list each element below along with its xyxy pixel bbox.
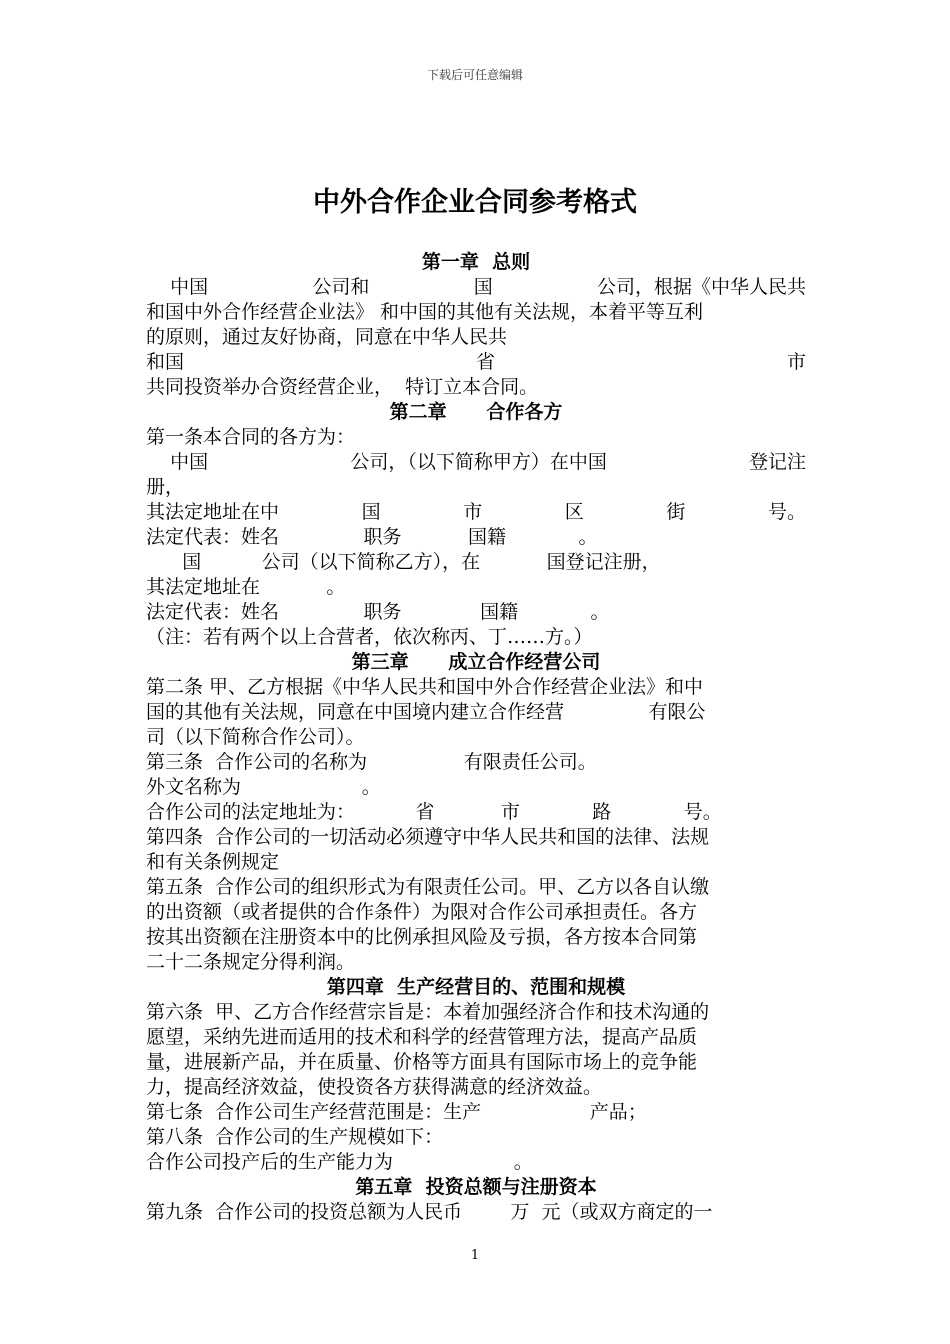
- body-line: 国的其他有关法规，同意在中国境内建立合作经营 有限公: [146, 701, 706, 723]
- chapter-heading: 第四章 生产经营目的、范围和规模: [326, 976, 626, 998]
- body-line: 力，提高经济效益，使投资各方获得满意的经济效益。: [146, 1076, 603, 1098]
- line-segment: 中国: [146, 451, 209, 473]
- body-line: 册，: [146, 476, 185, 498]
- body-line: [146, 275, 806, 300]
- chapter-heading: 第三章 成立合作经营公司: [351, 651, 601, 673]
- line-segment: 街: [666, 501, 686, 523]
- body-line: 的原则，通过友好协商，同意在中华人民共: [146, 326, 508, 348]
- document-body: [146, 250, 806, 1225]
- line-segment: 和国: [146, 351, 185, 373]
- body-line: 第九条 合作公司的投资总额为人民币 万 元（或双方商定的一: [146, 1201, 713, 1223]
- body-line: 国 公司（以下简称乙方），在 国登记注册，: [146, 551, 661, 573]
- line-segment: 国: [473, 276, 493, 298]
- chapter-heading: 第二章 合作各方: [389, 401, 563, 423]
- line-segment: 市: [463, 501, 483, 523]
- document-title: 中外合作企业合同参考格式: [313, 187, 637, 218]
- body-line: 外文名称为 。: [146, 776, 381, 798]
- chapter-heading: 第五章 投资总额与注册资本: [355, 1176, 597, 1198]
- body-line: 第六条 甲、乙方合作经营宗旨是：本着加强经济合作和技术沟通的: [146, 1001, 710, 1023]
- line-segment: 公司和: [312, 276, 370, 298]
- body-line: 第七条 合作公司生产经营范围是：生产 产品；: [146, 1101, 647, 1123]
- line-segment: 登记注: [748, 451, 806, 473]
- line-segment: 公司，（以下简称甲方）在中国: [350, 451, 607, 473]
- line-segment: 中国: [146, 276, 209, 298]
- body-line: 第二条 甲、乙方根据《中华人民共和国中外合作经营企业法》和中: [146, 676, 704, 698]
- body-line: 愿望，采纳先进而适用的技术和科学的经营管理方法，提高产品质: [146, 1026, 698, 1048]
- body-line: 第三条 合作公司的名称为 有限责任公司。: [146, 751, 597, 773]
- body-line: 第四条 合作公司的一切活动必须遵守中华人民共和国的法律、法规: [146, 826, 710, 848]
- body-line: 的出资额（或者提供的合作条件）为限对合作公司承担责任。各方: [146, 901, 698, 923]
- body-line: 和有关条例规定: [146, 851, 280, 873]
- body-line: [146, 350, 806, 375]
- body-line: 第五条 合作公司的组织形式为有限责任公司。甲、乙方以各自认缴: [146, 876, 710, 898]
- body-line: 量，进展新产品，并在质量、价格等方面具有国际市场上的竞争能: [146, 1051, 698, 1073]
- body-line: 二十二条规定分得利润。: [146, 951, 356, 973]
- body-line: 按其出资额在注册资本中的比例承担风险及亏损，各方按本合同第: [146, 926, 698, 948]
- line-segment: 号。: [767, 501, 806, 523]
- body-line: 法定代表：姓名 职务 国籍 。: [146, 601, 610, 623]
- line-segment: 其法定地址在中: [146, 501, 280, 523]
- body-line: 法定代表：姓名 职务 国籍 。: [146, 526, 598, 548]
- body-line: （注：若有两个以上合营者，依次称丙、丁……方。）: [146, 626, 593, 648]
- line-segment: 国: [361, 501, 381, 523]
- body-line: 第八条 合作公司的生产规模如下：: [146, 1126, 444, 1148]
- body-line: 合作公司的法定地址为： 省 市 路 号。: [146, 801, 722, 823]
- line-segment: 省: [475, 351, 495, 373]
- body-line: 司（以下简称合作公司）。: [146, 726, 365, 748]
- body-line: 合作公司投产后的生产能力为 。: [146, 1151, 533, 1173]
- header-note: 下载后可任意编辑: [426, 68, 523, 82]
- body-line: 第一条本合同的各方为：: [146, 426, 356, 448]
- page-number: 1: [470, 1248, 480, 1263]
- body-line: 和国中外合作经营企业法》 和中国的其他有关法规，本着平等互利: [146, 301, 704, 323]
- line-segment: 区: [564, 501, 584, 523]
- body-line: 共同投资举办合资经营企业， 特订立本合同。: [146, 376, 539, 398]
- body-line: 其法定地址在 。: [146, 576, 346, 598]
- line-segment: 市: [786, 351, 806, 373]
- body-line: [146, 500, 806, 525]
- line-segment: 公司，根据《中华人民共: [596, 276, 806, 298]
- body-line: [146, 450, 806, 475]
- chapter-heading: 第一章 总则: [421, 251, 531, 273]
